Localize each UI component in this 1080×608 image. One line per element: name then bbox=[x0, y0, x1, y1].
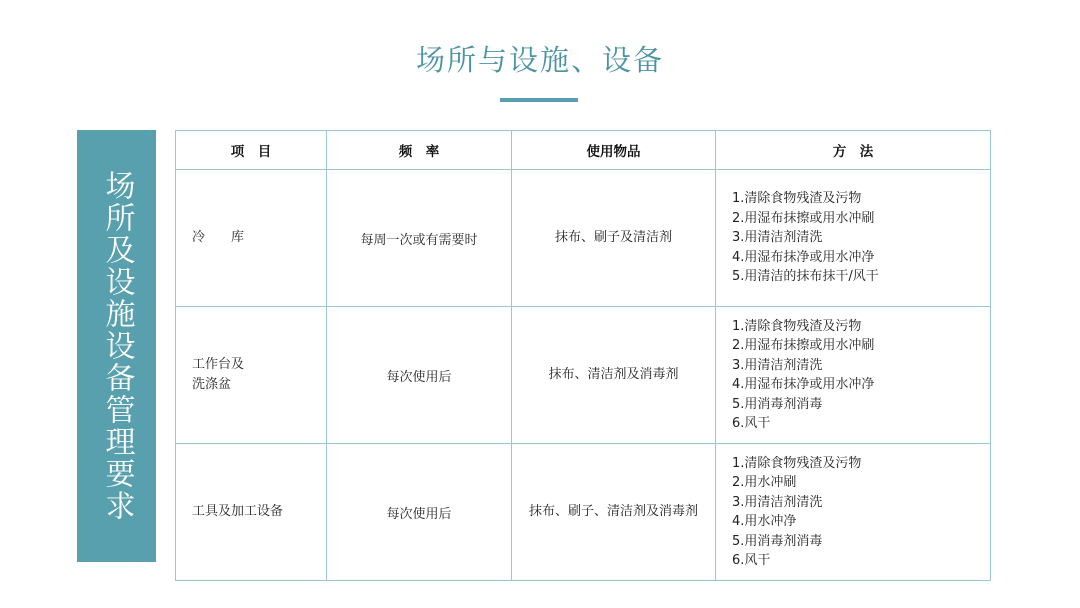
method-step: 2.用湿布抹擦或用水冲刷 bbox=[732, 338, 875, 353]
cell-frequency: 每次使用后 bbox=[327, 444, 512, 581]
cell-method bbox=[716, 307, 991, 444]
method-step: 6.风干 bbox=[732, 416, 771, 431]
table-row bbox=[176, 170, 991, 307]
method-step: 1.清除食物残渣及污物 bbox=[732, 318, 862, 334]
cell-supplies: 抹布、刷子及清洁剂 bbox=[512, 170, 716, 307]
cell-supplies-text: 抹布、刷子、清洁剂及消毒剂 bbox=[528, 504, 698, 519]
method-step: 3.用清洁剂清洗 bbox=[732, 230, 823, 246]
method-step: 5.用清洁的抹布抹干/风干 bbox=[732, 269, 879, 285]
method-step: 4.用水冲净 bbox=[732, 514, 797, 529]
method-step: 2.用水冲刷 bbox=[732, 475, 797, 490]
side-label-text: 场所及设施设备管理要求 bbox=[99, 170, 135, 522]
cell-method bbox=[716, 444, 991, 581]
method-step: 1.清除食物残渣及污物 bbox=[732, 191, 862, 207]
title-underline-divider bbox=[500, 98, 578, 102]
method-step: 5.用消毒剂消毒 bbox=[732, 533, 823, 549]
cell-item: 工具及加工设备 bbox=[176, 444, 327, 581]
cell-method bbox=[716, 170, 991, 307]
method-step: 6.风干 bbox=[732, 553, 771, 568]
method-step: 1.清除食物残渣及污物 bbox=[732, 455, 862, 471]
side-label-panel bbox=[77, 130, 156, 562]
cell-supplies bbox=[512, 444, 716, 581]
header-frequency: 频 率 bbox=[327, 131, 512, 170]
cell-frequency: 每次使用后 bbox=[327, 307, 512, 444]
cell-item bbox=[176, 307, 327, 444]
header-supplies: 使用物品 bbox=[512, 131, 716, 170]
header-method: 方 法 bbox=[716, 131, 991, 170]
cell-item-text: 工作台及洗涤盆 bbox=[192, 357, 245, 392]
table-row bbox=[176, 444, 991, 581]
method-step: 2.用湿布抹擦或用水冲刷 bbox=[732, 210, 875, 226]
cell-supplies: 抹布、清洁剂及消毒剂 bbox=[512, 307, 716, 444]
header-item: 项 目 bbox=[176, 131, 327, 170]
page-title: 场所与设施、设备 bbox=[415, 43, 664, 77]
cell-item: 冷 库 bbox=[176, 170, 327, 307]
cleaning-requirements-table bbox=[175, 130, 991, 581]
table-row bbox=[176, 307, 991, 444]
method-step: 4.用湿布抹净或用水冲净 bbox=[732, 249, 875, 265]
method-step: 4.用湿布抹净或用水冲净 bbox=[732, 377, 875, 392]
method-step: 3.用清洁剂清洗 bbox=[732, 494, 823, 510]
method-step: 3.用清洁剂清洗 bbox=[732, 357, 823, 373]
cell-frequency: 每周一次或有需要时 bbox=[327, 170, 512, 307]
method-step: 5.用消毒剂消毒 bbox=[732, 396, 823, 412]
table-header-row bbox=[176, 131, 991, 170]
